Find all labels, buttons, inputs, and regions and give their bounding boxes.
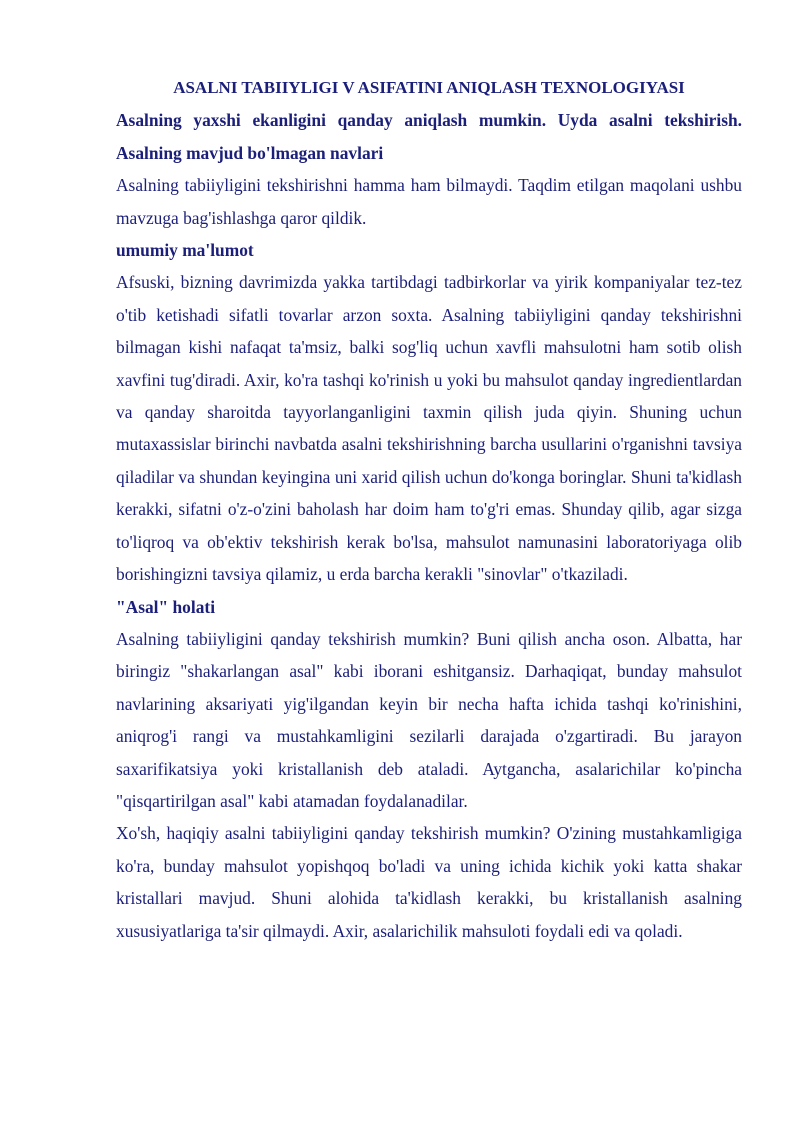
document-subtitle: Asalning yaxshi ekanligini qanday aniqlash mumkin. Uyda asalni tekshirish. Asalning mavjud bo'lmagan navlari	[116, 110, 742, 163]
honey-state-paragraph-2: Xo'sh, haqiqiy asalni tabiiyligini qanday tekshirish mumkin? O'zining mustahkamligiga ko'ra, bunday mahsulot yopishqoq bo'ladi va uning ichida kichik yoki katta shakar kristallari mavjud. Shuni alohida ta'kidlash kerakki, bu kristallanish asalning xususiyatlariga ta'sir qilmaydi. Axir, asalarichilik mahsuloti foydali edi va qoladi.	[116, 823, 742, 941]
section-heading-general-info: umumiy ma'lumot	[116, 240, 254, 261]
honey-state-paragraph-1: Asalning tabiiyligini qanday tekshirish mumkin? Buni qilish ancha oson. Albatta, har biringiz "shakarlangan asal" kabi iborani eshitgansiz. Darhaqiqat, bunday mahsulot navlarining aksariyati yig'ilgandan keyin bir necha hafta ichida tashqi ko'rinishini, aniqrog'i rangi va mustahkamligini sezilarli darajada o'zgartiradi. Bu jarayon saxarifikatsiya yoki kristallanish deb ataladi. Aytgancha, asalarichilar ko'pincha "qisqartirilgan asal" kabi atamadan foydalanadilar.	[116, 628, 742, 811]
general-info-paragraph: Afsuski, bizning davrimizda yakka tartibdagi tadbirkorlar va yirik kompaniyalar tez-tez o'tib ketishadi sifatli tovarlar arzon soxta. Asalning tabiiyligini qanday tekshirishni bilmagan kishi nafaqat ta'msiz, balki sog'liq uchun xavfli mahsulotni ham sotib olish xavfini tug'diradi. Axir, ko'ra tashqi ko'rinish u yoki bu mahsulot qanday ingredientlardan va qanday sharoitda tayyorlanganligini taxmin qilish juda qiyin. Shuning uchun mutaxassislar birinchi navbatda asalni tekshirishning barcha usullarini o'rganishni tavsiya qiladilar va shundan keyingina uni xarid qilish uchun do'konga boringlar. Shuni ta'kidlash kerakki, sifatni o'z-o'zini baholash har doim ham to'g'ri emas. Shunday qilib, agar sizga to'liqroq va ob'ektiv tekshirish kerak bo'lsa, mahsulot namunasini laboratoriyaga olib borishingizni tavsiya qilamiz, u erda barcha kerakli "sinovlar" o'tkaziladi.	[116, 272, 742, 585]
document-title: ASALNI TABIIYLIGI V ASIFATINI ANIQLASH TEXNOLOGIYASI	[173, 78, 685, 97]
document-page	[116, 70, 742, 947]
intro-paragraph: Asalning tabiiyligini tekshirishni hamma ham bilmaydi. Taqdim etilgan maqolani ushbu mavzuga bag'ishlashga qaror qildik.	[116, 175, 742, 228]
section-heading-honey-state: "Asal" holati	[116, 596, 216, 617]
